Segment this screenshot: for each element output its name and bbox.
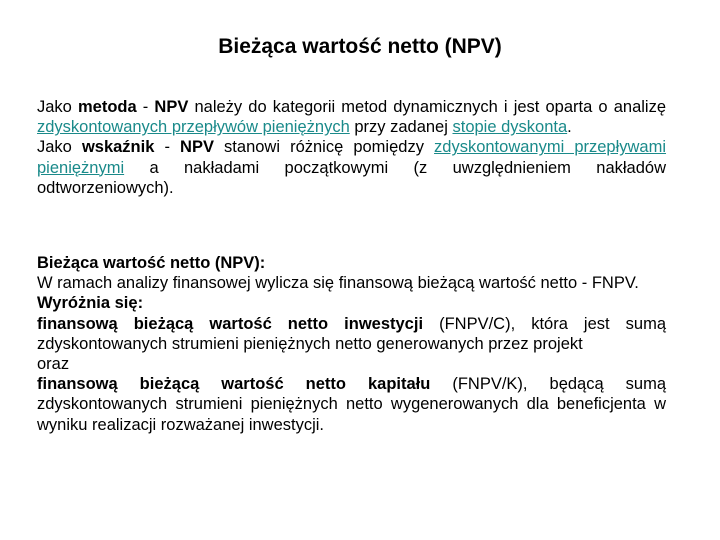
- term-npv: NPV: [180, 138, 214, 157]
- heading-text: Bieżąca wartość netto (NPV):: [37, 254, 266, 272]
- item-fnpv-c: [37, 314, 666, 354]
- text: Jako: [37, 98, 78, 116]
- text: Jako: [37, 138, 82, 157]
- text: -: [136, 98, 155, 116]
- section-heading: [37, 253, 666, 273]
- term-npv: NPV: [154, 98, 189, 116]
- term-indicator: wskaźnik: [81, 138, 155, 157]
- paragraph-indicator: [37, 137, 666, 198]
- section-definitions: [37, 97, 666, 198]
- paragraph-method: [37, 97, 666, 137]
- text: a nakładami początkowymi (z uwzględnieniem nakładów odtworzeniowych).: [37, 158, 666, 197]
- text: -: [154, 138, 181, 157]
- conjunction: oraz: [37, 355, 70, 374]
- distinguish-label: [37, 293, 666, 313]
- link-discounted-cash-flows-2[interactable]: zdyskontowanymi przepływami pieniężnymi: [37, 138, 667, 177]
- term-fnpv-c: finansową bieżącą wartość netto inwestycji: [37, 314, 424, 333]
- text: przy zadanej: [349, 118, 453, 137]
- paragraph-intro: W ramach analizy finansowej wylicza się finansową bieżącą wartość netto - FNPV.: [37, 274, 639, 293]
- page-title: Bieżąca wartość netto (NPV): [218, 35, 502, 58]
- term-method: metoda: [77, 98, 137, 116]
- distinguish-text: Wyróżnia się:: [37, 294, 144, 313]
- link-discount-rate[interactable]: stopie dyskonta: [452, 118, 568, 137]
- text: (FNPV/K), będącą sumą zdyskontowanych strumieni pieniężnych netto wygenerowanych dla beneficjenta w wyniku realizacji rozważanej inwestycji.: [37, 375, 666, 434]
- text: (FNPV/C), która jest sumą zdyskontowanych strumieni pieniężnych netto generowanych przez projekt: [37, 314, 666, 353]
- item-fnpv-k: [37, 374, 666, 435]
- text: należy do kategorii metod dynamicznych i jest oparta o analizę: [188, 98, 667, 116]
- text: stanowi różnicę pomiędzy: [213, 138, 435, 157]
- text: .: [567, 118, 572, 137]
- term-fnpv-k: finansową bieżącą wartość netto kapitału: [37, 375, 431, 394]
- link-discounted-cash-flows[interactable]: zdyskontowanych przepływów pieniężnych: [37, 118, 350, 137]
- section-npv-details: [37, 253, 666, 435]
